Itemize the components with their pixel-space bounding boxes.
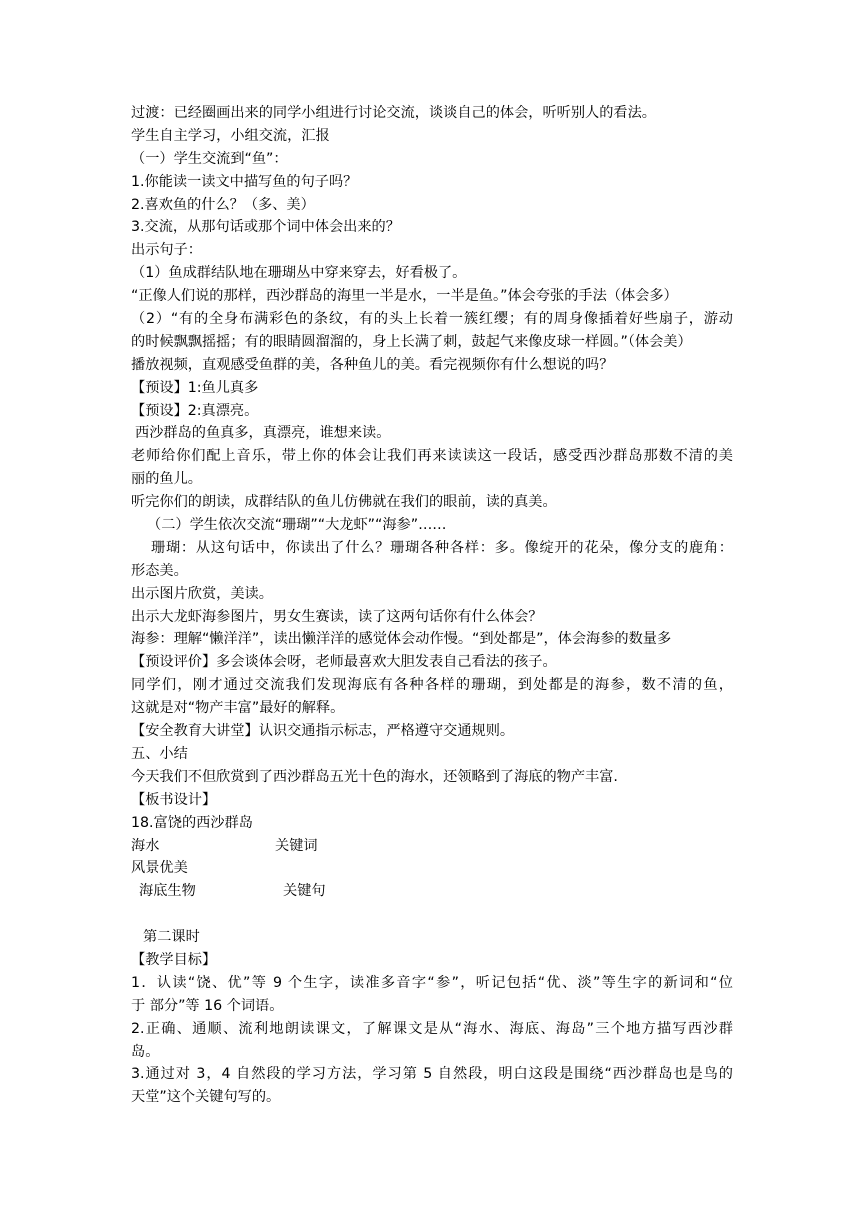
text-line: 【安全教育大讲堂】认识交通指示标志，严格遵守交通规则。 <box>131 723 515 740</box>
board-cell: 海底生物 <box>139 883 196 900</box>
text-line: 【预设评价】多会谈体会呀，老师最喜欢大胆发表自己看法的孩子。 <box>131 654 557 671</box>
text-line: 这就是对“物产丰富”最好的解释。 <box>131 700 345 717</box>
text-line: 形态美。 <box>131 562 188 579</box>
section-heading: （二）学生依次交流“珊瑚”“大龙虾”“海参”…… <box>147 517 447 534</box>
text-line: 3.交流，从那句话或那个词中体会出来的？ <box>131 219 400 236</box>
board-row <box>131 835 733 858</box>
text-line: 老师给你们配上音乐，带上你的体会让我们再来读读这一段话，感受西沙群岛那数不清的美 <box>131 448 733 465</box>
blank-line <box>131 903 733 926</box>
text-line: 【预设】2:真漂亮。 <box>131 402 259 419</box>
text-line: 1．认读“饶、优”等 9 个生字，读准多音字“参”，听记包括“优、淡”等生字的新词和“位 <box>131 974 733 991</box>
text-line: 岛。 <box>131 1043 160 1060</box>
document-body <box>131 102 733 1109</box>
text-line: （2）“有的全身布满彩色的条纹，有的头上长着一簇红缨；有的周身像插着好些扇子，游动 <box>131 311 733 328</box>
text-line: （1）鱼成群结队地在珊瑚丛中穿来穿去，好看极了。 <box>131 265 467 282</box>
text-line: 出示句子： <box>131 242 202 259</box>
text-line: 的时候飘飘摇摇；有的眼睛圆溜溜的，身上长满了刺，鼓起气来像皮球一样圆。”（体会美） <box>131 333 692 350</box>
board-row <box>131 857 733 880</box>
text-line: 过渡：已经圈画出来的同学小组进行讨论交流，谈谈自己的体会，听听别人的看法。 <box>131 105 656 121</box>
board-title: 18.富饶的西沙群岛 <box>131 814 253 831</box>
text-line: 2.正确、通顺、流利地朗读课文，了解课文是从“海水、海底、海岛”三个地方描写西沙群 <box>131 1020 733 1037</box>
text-line: 于 部分”等 16 个词语。 <box>131 997 284 1014</box>
text-line: “正像人们说的那样，西沙群岛的海里一半是水，一半是鱼。”体会夸张的手法（体会多） <box>131 288 678 305</box>
text-line: 听完你们的朗读，成群结队的鱼儿仿佛就在我们的眼前，读的真美。 <box>131 494 557 511</box>
board-row <box>131 880 733 903</box>
text-line: 今天我们不但欣赏到了西沙群岛五光十色的海水，还领略到了海底的物产丰富. <box>131 768 618 785</box>
text-line: 1.你能读一读文中描写鱼的句子吗？ <box>131 173 358 190</box>
section-heading: 五、小结 <box>131 745 188 762</box>
text-line: 【预设】1:鱼儿真多 <box>131 379 259 396</box>
text-line: 出示大龙虾海参图片，男女生赛读，读了这两句话你有什么体会？ <box>131 608 543 625</box>
board-cell: 风景优美 <box>131 860 188 877</box>
text-line: 珊瑚：从这句话中，你读出了什么？珊瑚各种各样：多。像绽开的花朵，像分支的鹿角： <box>151 539 733 556</box>
text-line: 海参：理解“懒洋洋”，读出懒洋洋的感觉体会动作慢。“到处都是”，体会海参的数量多 <box>131 631 672 648</box>
text-line: 出示图片欣赏，美读。 <box>131 585 273 602</box>
text-line: 同学们，刚才通过交流我们发现海底有各种各样的珊瑚，到处都是的海参，数不清的鱼， <box>131 677 733 694</box>
section-heading: 【教学目标】 <box>131 951 217 968</box>
text-line: 3.通过对 3，4 自然段的学习方法，学习第 5 自然段，明白这段是围绕“西沙群岛也是鸟的 <box>131 1066 733 1083</box>
text-line: 播放视频，直观感受鱼群的美，各种鱼儿的美。看完视频你有什么想说的吗？ <box>131 356 614 373</box>
board-cell: 关键句 <box>283 883 326 900</box>
text-line: 天堂”这个关键句写的。 <box>131 1089 281 1106</box>
text-line: 学生自主学习，小组交流，汇报 <box>131 127 330 144</box>
text-line: 2.喜欢鱼的什么？（多、美） <box>131 196 315 213</box>
board-cell: 海水 <box>131 837 160 854</box>
section-heading: 【板书设计】 <box>131 791 217 808</box>
board-cell: 关键词 <box>275 837 318 854</box>
text-line: 西沙群岛的鱼真多，真漂亮，谁想来读。 <box>135 425 391 442</box>
section-heading: （一）学生交流到“鱼”： <box>131 150 288 167</box>
text-line: 丽的鱼儿。 <box>131 471 202 488</box>
section-heading: 第二课时 <box>143 929 200 946</box>
